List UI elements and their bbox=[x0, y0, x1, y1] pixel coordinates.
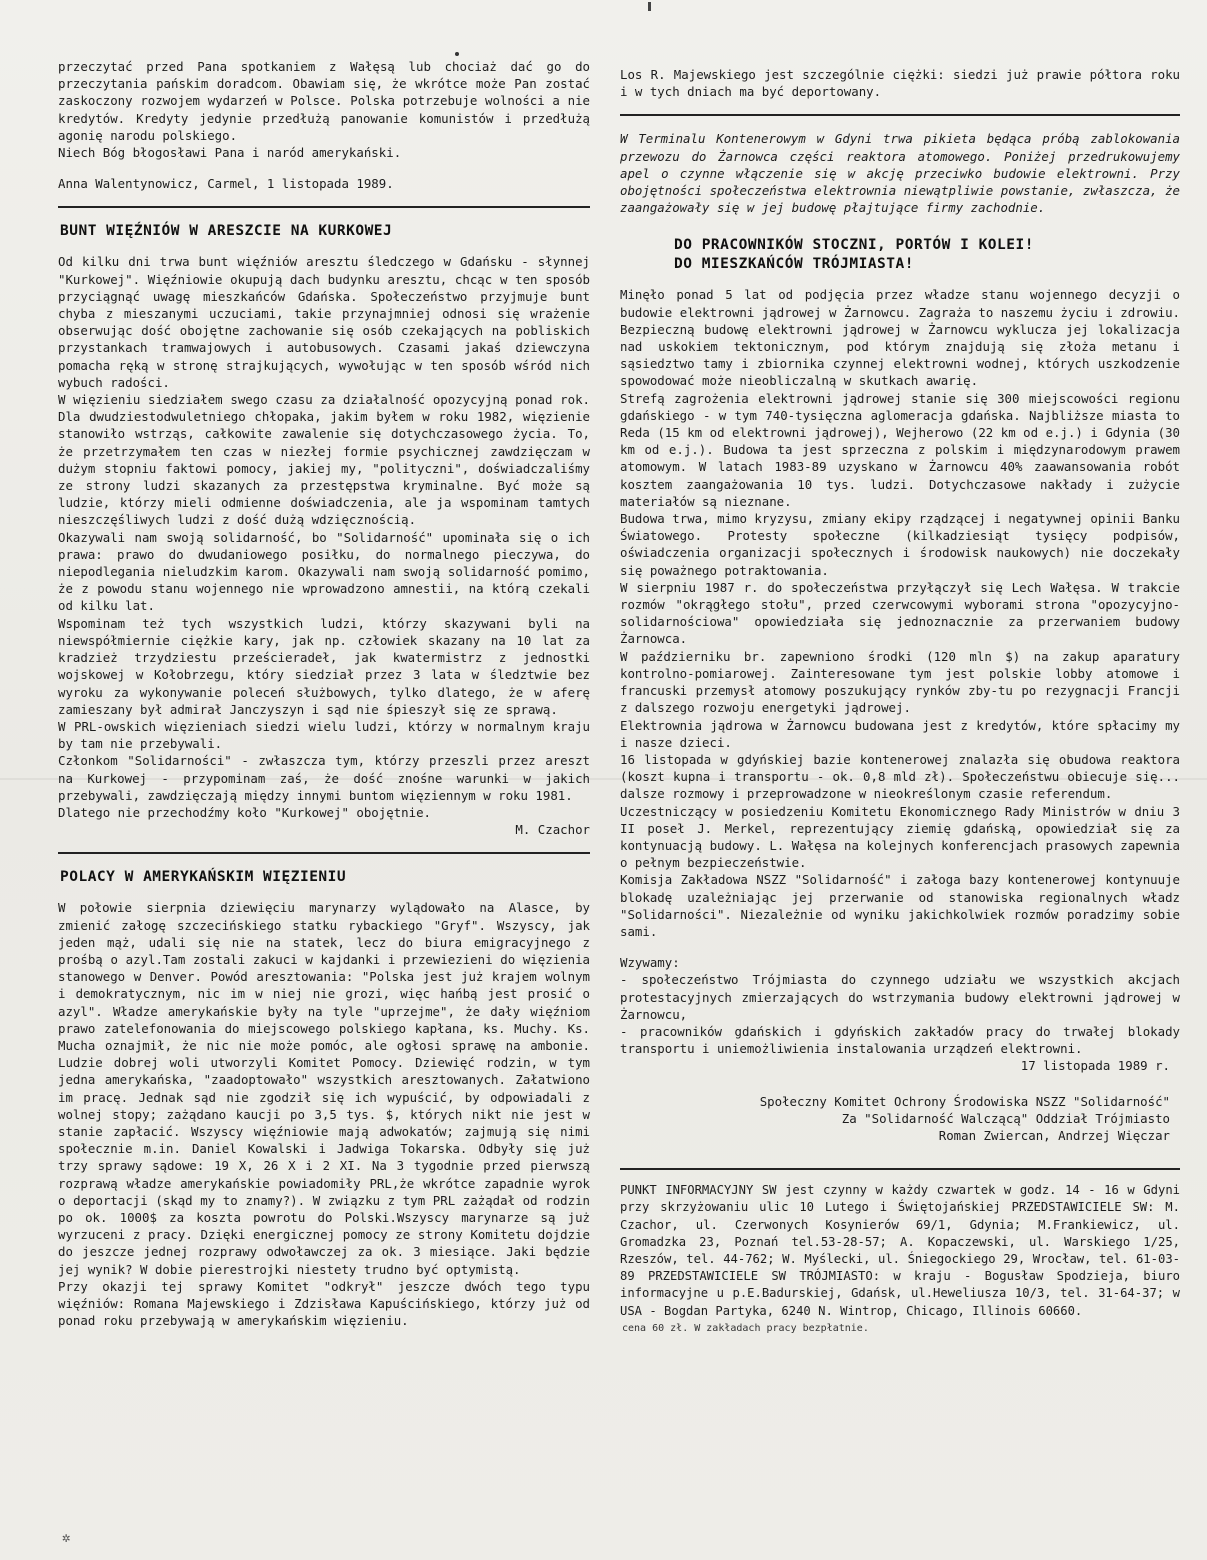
appeal-paragraph: W październiku br. zapewniono środki (120 mln $) na zakup aparatury kontrolno-pomiarowej. Zainteresowane tym jest polskie lobby atomowe i francuski przemysł atomowy poszukujący rynków zby-tu po rezygnacji Francji z dalszego rozwoju energetyki jądrowej. bbox=[620, 648, 1180, 716]
right-column bbox=[620, 66, 1180, 1337]
left-column bbox=[58, 58, 590, 1329]
signature-line: Roman Zwiercan, Andrzej Więczar bbox=[938, 1127, 1170, 1143]
appeal-paragraph: Budowa trwa, mimo kryzysu, zmiany ekipy rządzącej i negatywnej opinii Banku Światowego. Protesty społeczne (kilkadziesiąt tysięcy podpisów, oświadczenia organizacji społecznych i środowisk naukowych) nie doczekały się poważnego potraktowania. bbox=[620, 511, 1180, 578]
appeal-paragraph: W sierpniu 1987 r. do społeczeństwa przyłączył się Lech Wałęsa. W trakcie rozmów "okrągłego stołu", przed czerwcowymi wyborami strona "opozycyjno-solidarnościowa" opowiedziała się jednoznacznie za przerwaniem budowy Żarnowca. bbox=[620, 579, 1180, 647]
appeal-paragraph: Komisja Zakładowa NSZZ "Solidarność" i załoga bazy kontenerowej kontynuuje blokadę uzależniając jej przerwanie od stanowiska regionalnych władz "Solidarności". Niezależnie od wyniku jakichkolwiek rozmów poradzimy sobie sami. bbox=[620, 872, 1180, 939]
appeal-paragraph: Minęło ponad 5 lat od podjęcia przez władze stanu wojennego decyzji o budowie elektrowni jądrowej w Żarnowcu. Zagraża to naszemu życiu i zdrowiu. Bezpieczną budowę elektrowni jądrowej w Żarnowcu wyklucza jej lokalizacja nad uskokiem tektonicznym, pod którym znajdują się złoża metanu i sąsiedztwo tamy i zbiornika czynnej elektrowni wodnej, których uszkodzenie spowodować może nieobliczalną w skutkach awarię. bbox=[620, 287, 1180, 389]
appeal-heading-line-1: DO PRACOWNIKÓW STOCZNI, PORTÓW I KOLEI! bbox=[674, 237, 1034, 254]
article-paragraph: W więzieniu siedziałem swego czasu za działalność opozycyjną ponad rok. Dla dwudziestodwuletniego chłopaka, jakim byłem w roku 1982, więzienie stanowiło wstrząs, całkowite zawalenie się dotychczasowego życia. To, że przetrzymałem ten czas w niezłej formie psychicznej zawdzięczam w dużym stopniu faktowi pomocy, jakiej my, "polityczni", doświadczaliśmy ze strony ludzi skazanych za przestępstwa kryminalne. Być może są ludzie, którzy mieli odmienne doświadczenia, ale ja wspominam tamtych nieszczęśliwych ludzi z dość dużą wdzięcznością. bbox=[58, 392, 590, 528]
appeal-heading-line-2: DO MIESZKAŃCÓW TRÓJMIASTA! bbox=[674, 256, 914, 273]
article-paragraph: Członkom "Solidarności" - zwłaszcza tym, którzy przeszli przez areszt na Kurkowej - przypominam zaś, że dość znośne warunki w jakich przebywali, zawdzięczają między innymi buntom więziennym w roku 1981. bbox=[58, 753, 590, 803]
appeal-paragraph: Elektrownia jądrowa w Żarnowcu budowana jest z kredytów, które spłacimy my i nasze dzieci. bbox=[620, 717, 1180, 750]
article-signature: M. Czachor bbox=[515, 822, 590, 838]
letter-ending-paragraph: przeczytać przed Pana spotkaniem z Wałęsą lub chociaż dać go do przeczytania pańskim doradcom. Obawiam się, że wkrótce może Pan zostać zaskoczony rozwojem wydarzeń w Polsce. Polska potrzebuje wolności a nie kredytów. Kredyty jedynie przedłużą panowanie komunistów i przedłużą agonię narodu polskiego. Niech Bóg błogosławi Pana i naród amerykański. bbox=[58, 59, 590, 161]
info-point-text: PUNKT INFORMACYJNY SW jest czynny w każdy czwartek w godz. 14 - 16 w Gdyni przy skrzyżowaniu ulic 10 Lutego i Świętojańskiej PRZEDSTAWICIELE SW: M. Czachor, ul. Czerwonych Kosynierów 69/1, Gdynia; M.Frankiewicz, ul. Gromadzka 23, Poznań tel.53-28-57; A. Kopaczewski, ul. Warskiego 1/25, Rzeszów, tel. 44-762; W. Myślecki, ul. Śniegockiego 29, Wrocław, tel. 61-03-89 PRZEDSTAWICIELE SW TRÓJMIASTO: w kraju - Bogusław Spodzieja, biuro informacyjne u p.E.Badurskiej, Gdańsk, ul.Heweliusza 10/3, tel. 31-64-37; w USA - Bogdan Partyka, 6240 N. Wintrop, Chicago, Illinois 60660. bbox=[620, 1183, 1180, 1318]
section-divider bbox=[620, 114, 1180, 116]
article-heading-bunt: BUNT WIĘŹNIÓW W ARESZCIE NA KURKOWEJ bbox=[60, 223, 393, 240]
price-note: cena 60 zł. W zakładach pracy bezpłatnie. bbox=[622, 1322, 869, 1334]
appeal-heading bbox=[620, 236, 1180, 274]
article-heading-polacy: POLACY W AMERYKAŃSKIM WIĘZIENIU bbox=[60, 869, 347, 886]
info-point-box bbox=[620, 1168, 1180, 1337]
appeal-call-item: - pracowników gdańskich i gdyńskich zakładów pracy do trwałej blokady transportu i uniemożliwienia instalowania urządzeń elektrowni. bbox=[620, 1023, 1180, 1057]
article-paragraph: Dlatego nie przechodźmy koło "Kurkowej" obojętnie. bbox=[58, 804, 431, 820]
appeal-paragraph: 16 listopada w gdyńskiej bazie kontenerowej znalazła się obudowa reaktora (koszt kupna i transportu - ok. 0,8 mld zł). Społeczeństwu obiecuje się... dalsze rozmowy i przeprowadzone w nieokreślonym czasie referendum. bbox=[620, 751, 1180, 802]
signature-line: Za "Solidarność Walczącą" Oddział Trójmiasto bbox=[841, 1110, 1170, 1126]
signature-line: Społeczny Komitet Ochrony Środowiska NSZZ "Solidarność" bbox=[759, 1093, 1170, 1109]
article-continuation: Los R. Majewskiego jest szczególnie ciężki: siedzi już prawie półtora roku i w tych dniach ma być deportowany. bbox=[620, 67, 1180, 100]
appeal-call-item: - społeczeństwo Trójmiasta do czynnego udziału we wszystkich akcjach protestacyjnych zmierzających do wstrzymania budowy elektrowni jądrowej w Żarnowcu, bbox=[620, 972, 1180, 1022]
editorial-note: W Terminalu Kontenerowym w Gdyni trwa pikieta będąca próbą zablokowania przewozu do Żarnowca części reaktora atomowego. Poniżej przedrukowujemy apel o czynne włączenie się w akcję przeciwko budowie elektrowni. Przy obojętności społeczeństwa elektrownia niewątpliwie powstanie, zwłaszcza, że zaangażowały się w jej budowę płajtujące firmy zachodnie. bbox=[620, 131, 1180, 216]
article-paragraph: Od kilku dni trwa bunt więźniów aresztu śledczego w Gdańsku - słynnej "Kurkowej". Więźniowie okupują dach budynku aresztu, chcąc w ten sposób przyciągnąć uwagę mieszkańców Gdańska. Społeczeństwo przyjmuje bunt chyba z mieszanymi uczuciami, takie przynajmniej odnosi się wrażenie obserwując dość obojętne zachowanie się osób czekających na pobliskich przystankach tramwajowych i autobusowych. Czasami jakaś dziewczyna pomacha ręką w stronę strajkujących, wywołując w ten sposób wśród nich wybuch radości. bbox=[58, 254, 590, 390]
appeal-date: 17 listopada 1989 r. bbox=[1020, 1058, 1170, 1074]
ink-speck bbox=[455, 52, 459, 56]
article-paragraph: W PRL-owskich więzieniach siedzi wielu ludzi, którzy w normalnym kraju by tam nie przebywali. bbox=[58, 718, 590, 752]
section-divider bbox=[58, 206, 590, 208]
article-paragraph: W połowie sierpnia dziewięciu marynarzy wylądowało na Alasce, by zmienić załogę szczecińskiego statku rybackiego "Gryf". Wszyscy, jak jeden mąż, udali się nie na statek, lecz do biura emigracyjnego z prośbą o azyl.Tam zostali zakuci w kajdanki i przewiezieni do więzienia stanowego w Denver. Powód aresztowania: "Polska jest już krajem wolnym i demokratycznym, nic im w niej nie grozi, więc hańbą jest prosić o azyl". Władze amerykańskie były na tyle "uprzejme", że dały więźniom prawo zatelefonowania do miejscowego polskiego kapłana, ks. Muchy. Ks. Mucha oznajmił, że nic nie może pomóc, ale ogłosi sprawę na ambonie. Ludzie dobrej woli utworzyli Komitet Pomocy. Dziewięć rodzin, w tym jedna amerykańska, "zaadoptowało" wszystkich aresztowanych. Załatwiono im pracę. Jednak sąd nie zgodził się ich wypuścić, by odpowiadali z wolnej stopy; zażądano kaucji po 3,5 tys. $, których nikt nie jest w stanie zapłacić. Wszyscy więźniowie mają adwokatów; zajmują się nimi społecznie m.in. Daniel Kowalski i Jadwiga Tokarska. Odbyły się już trzy sprawy sądowe: 19 X, 26 X i 2 XI. Na 3 tygodnie przed pierwszą rozprawą władze amerykańskie powiadomiły PRL,że wkrótce zapadnie wyrok o deportacji (skąd my to znamy?). W związku z tym PRL zażądał od rodzin po ok. 1000$ za koszta powrotu do Polski.Wszyscy marynarze są już wyrzuceni z pracy. Dzięki energicznej pomocy ze strony Komitetu dojdzie do jeszcze jednej rozprawy odwoławczej za ok. 3 miesiące. Jaki będzie jej wynik? W dobie pierestrojki niestety trudno być optymistą. bbox=[58, 900, 590, 1277]
article-paragraph: Wspominam też tych wszystkich ludzi, którzy skazywani byli na niewspółmiernie ciężkie kary, jak np. człowiek skazany na 10 lat za kradzież trzydziestu prześcieradeł, jak kwatermistrz z jednostki wojskowej w Kołobrzegu, który siedział przez 3 lata w śledztwie bez wyroku za wykonywanie poleceń służbowych, tylko dlatego, że w aferę zamieszany był admirał Janczyszyn i sąd nie śpieszył się ze sprawą. bbox=[58, 615, 590, 717]
appeal-paragraph: Uczestniczący w posiedzeniu Komitetu Ekonomicznego Rady Ministrów w dniu 3 II poseł J. Merkel, reprezentujący ziemię gdańską, opowiedział się za kontynuacją budowy. L. Wałęsa na kolejnych konferencjach prasowych zapewnia o pełnym bezpieczeństwie. bbox=[620, 803, 1180, 871]
letter-signature: Anna Walentynowicz, Carmel, 1 listopada 1989. bbox=[58, 176, 394, 192]
article-paragraph: Okazywali nam swoją solidarność, bo "Solidarność" upominała się o ich prawa: prawo do dwudaniowego posiłku, do normalnego pieczywa, do niepodlegania nieludzkim karom. Okazywali nam swoją solidarność pomimo, że z powodu stanu wojennego nie wprowadzono amnestii, na którą czekali od kilku lat. bbox=[58, 529, 590, 614]
article-paragraph: Przy okazji tej sprawy Komitet "odkrył" jeszcze dwóch tego typu więźniów: Romana Majewskiego i Zdzisława Kapuścińskiego, którzy już od ponad roku przebywają w amerykańskim więzieniu. bbox=[58, 1278, 590, 1329]
ink-smudge: ✲ bbox=[62, 1530, 71, 1546]
appeal-paragraph: Strefą zagrożenia elektrowni jądrowej stanie się 300 miejscowości regionu gdańskiego - w tym 740-tysięczna aglomeracja gdańska. Najbliższe miasta to Reda (15 km od elektrowni jądrowej), Wejherowo (22 km od e.j.) i Gdynia (30 km od e.j.). Budowa ta jest sprzeczna z polskim i międzynarodowym prawem atomowym. W latach 1983-89 uzyskano w Żarnowcu 40% zaawansowania robót kosztem zaangażowania 10 tys. ludzi. Dotychczasowe nakłady i zużycie materiałów są nieznane. bbox=[620, 390, 1180, 509]
section-divider bbox=[58, 852, 590, 854]
appeal-signatures bbox=[620, 1093, 1180, 1145]
appeal-call-intro: Wzywamy: bbox=[620, 955, 680, 971]
ink-speck bbox=[648, 2, 651, 11]
